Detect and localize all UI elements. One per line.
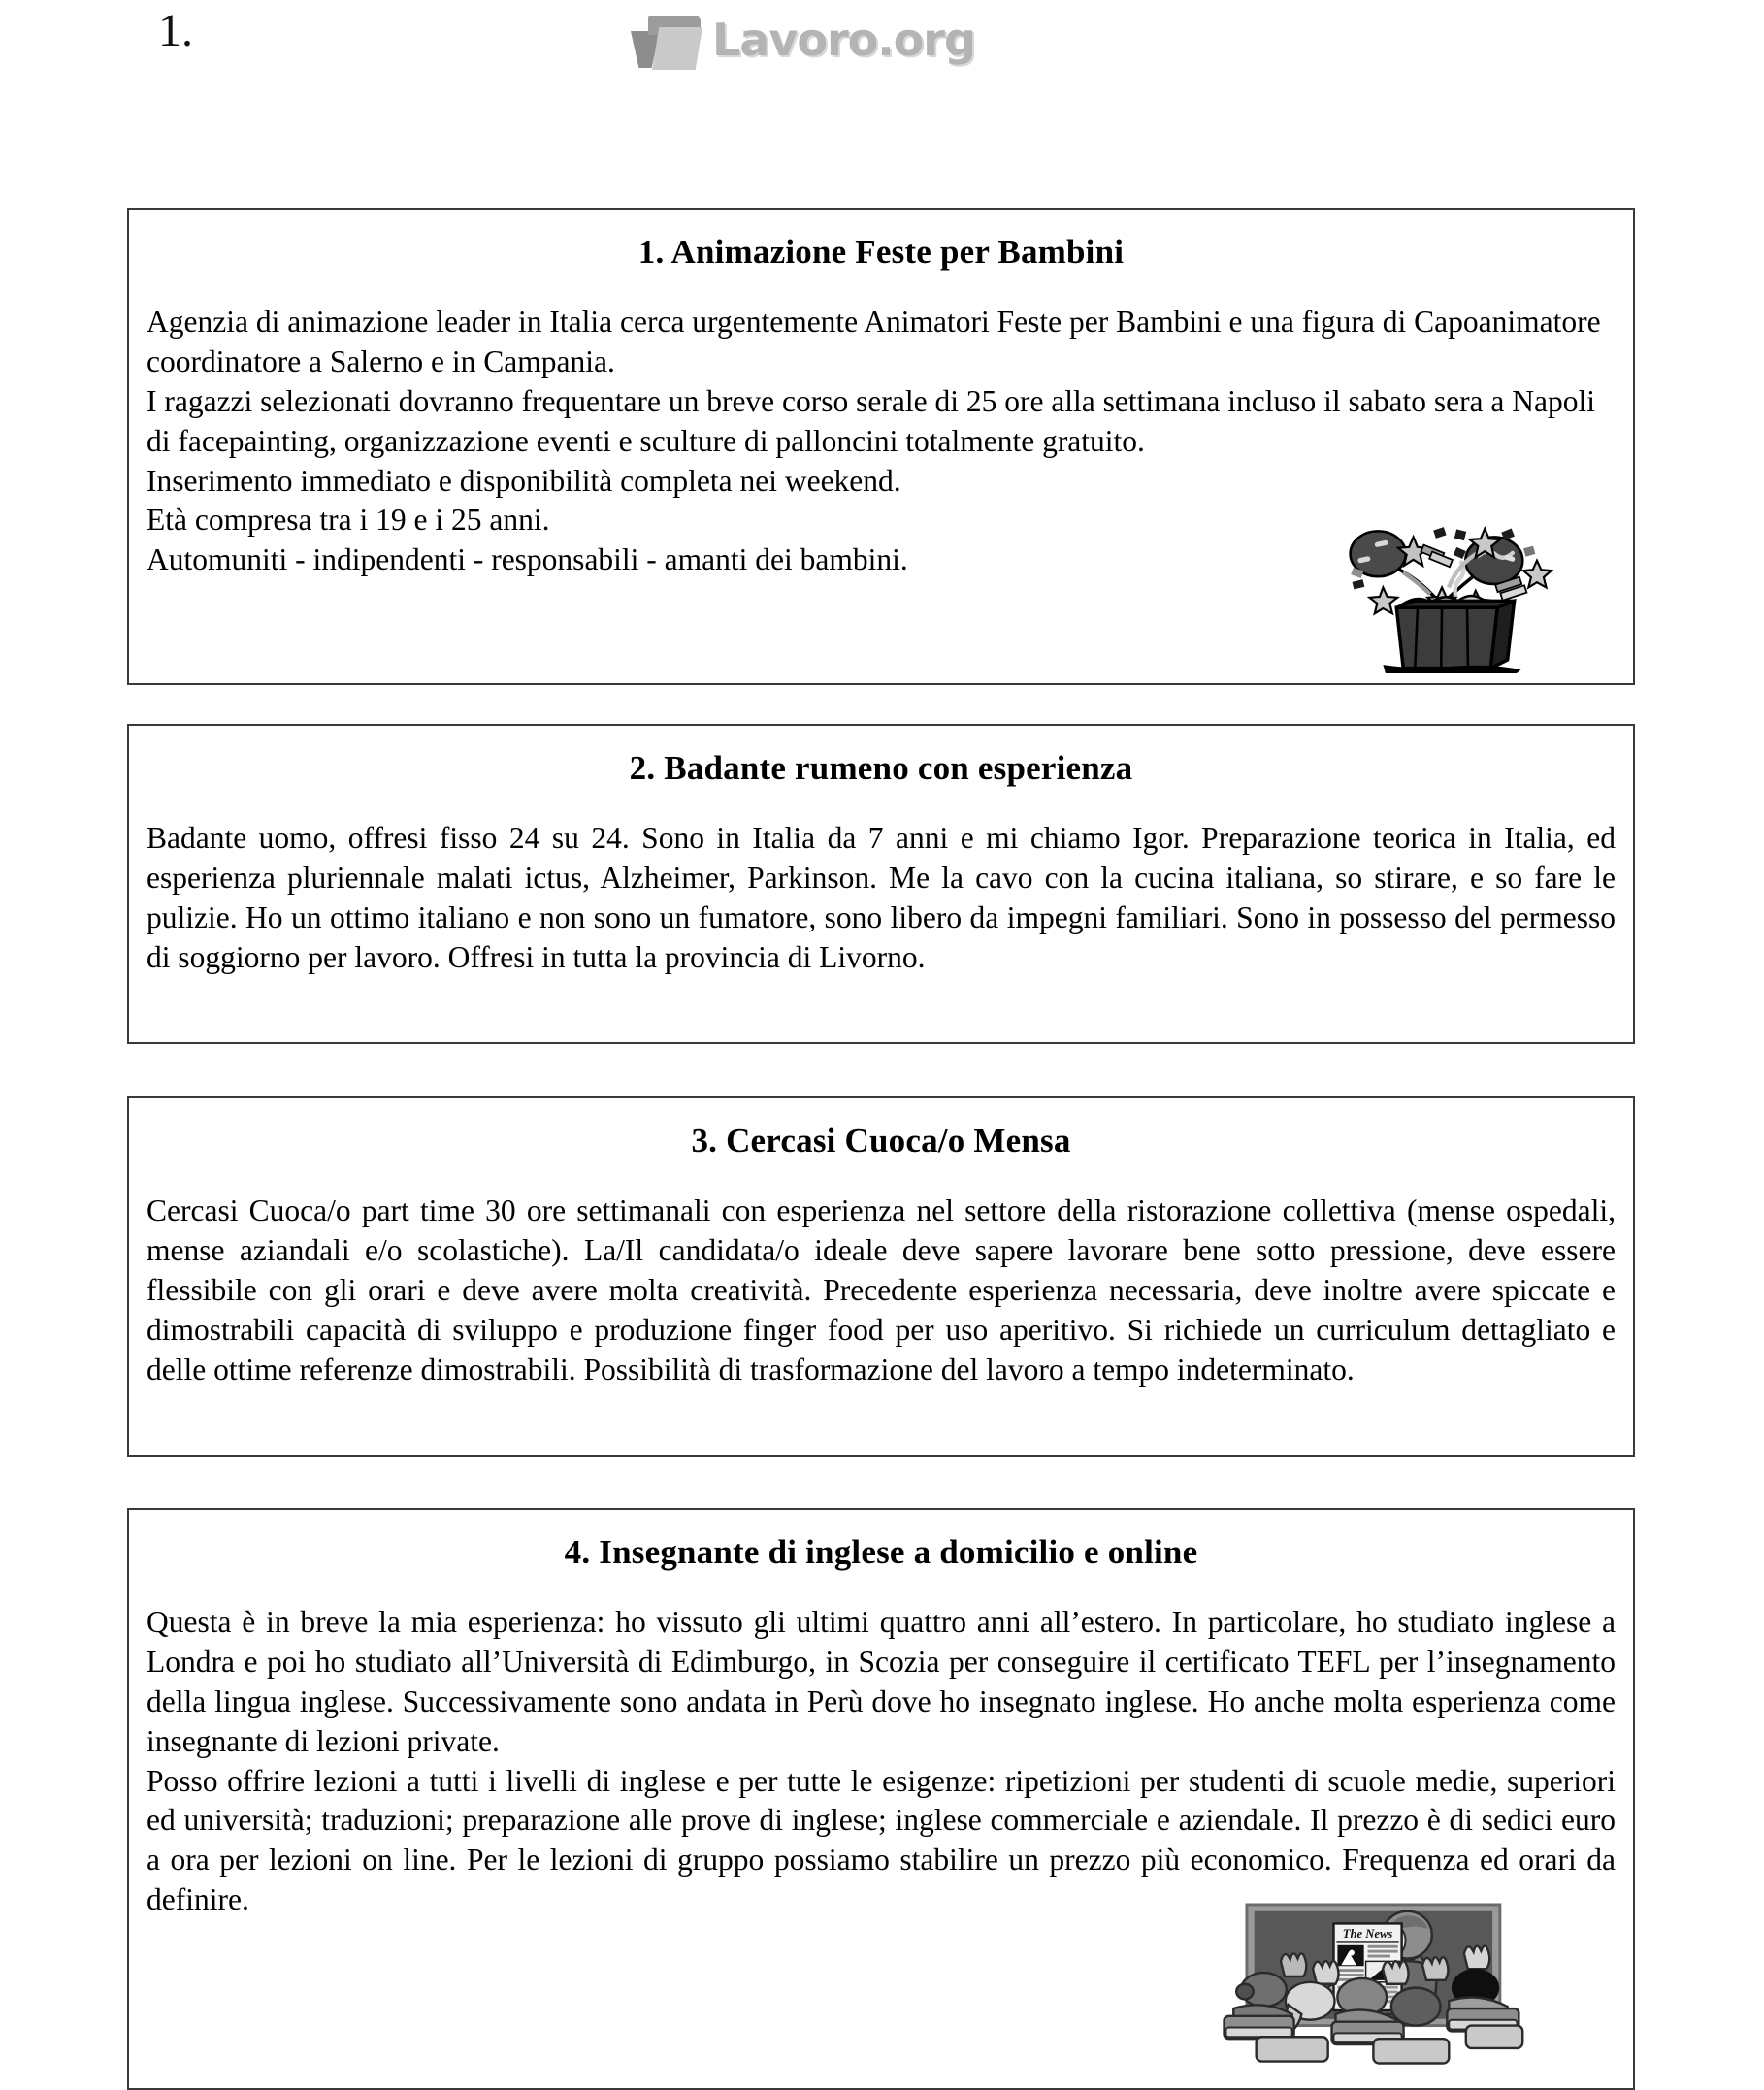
- job-listing-card[interactable]: [127, 208, 1635, 685]
- classroom-teacher-newspaper-students-image: [1218, 1903, 1557, 2082]
- job-listing-paragraph: Agenzia di animazione leader in Italia cerca urgentemente Animatori Feste per Bambini e una figura di Capoanimatore coordinatore a Salerno e in Campania.: [147, 304, 1601, 378]
- job-listing-body: [147, 1603, 1616, 1921]
- job-listing-title: 3. Cercasi Cuoca/o Mensa: [691, 1122, 1071, 1159]
- job-listing-card[interactable]: [127, 1508, 1635, 2090]
- lavoro-folder-logo-icon: [631, 12, 704, 68]
- job-listing-card[interactable]: [127, 724, 1635, 1044]
- job-listing-paragraph: Badante uomo, offresi fisso 24 su 24. Sono in Italia da 7 anni e mi chiamo Igor. Preparazione teorica in Italia, ed esperienza pluriennale malati ictus, Alzheimer, Parkinson. Me la cavo con la cucina italiana, so stirare, e so fare le pulizie. Ho un ottimo italiano e non sono un fumatore, sono libero da impegni familiari. Sono in possesso del permesso di soggiorno per lavoro. Offresi in tutta la provincia di Livorno.: [147, 820, 1616, 974]
- brand-logo: [631, 10, 975, 70]
- job-listing-card[interactable]: [127, 1096, 1635, 1457]
- job-listing-title: 1. Animazione Feste per Bambini: [637, 233, 1125, 271]
- job-listing-paragraph: Inserimento immediato e disponibilità completa nei weekend.: [147, 463, 901, 498]
- job-listing-paragraph: Posso offrire lezioni a tutti i livelli di inglese e per tutte le esigenze: ripetizioni per studenti di scuole medie, superiori ed università; traduzioni; preparazione alle prove di inglese; inglese commerciale e aziendale. Il prezzo è di sedici euro a ora per lezioni on line. Per le lezioni di gruppo possiamo stabilire un prezzo più economico. Frequenza ed orari da definire.: [147, 1763, 1616, 1917]
- job-listing-paragraph: Cercasi Cuoca/o part time 30 ore settimanali con esperienza nel settore della ristorazione collettiva (mense ospedali, mense aziandali e/o scolastiche). La/Il candidata/o ideale deve sapere lavorare bene sotto pressione, deve essere flessibile con gli orari e deve avere molta creatività. Precedente esperienza necessaria, deve inoltre avere spiccate e dimostrabili capacità di sviluppo e produzione finger food per uso aperitivo. Si richiede un curriculum dettagliato e delle ottime referenze dimostrabili. Possibilità di trasformazione del lavoro a tempo indeterminato.: [147, 1192, 1616, 1387]
- job-listing-paragraph: Automuniti - indipendenti - responsabili - amanti dei bambini.: [147, 542, 908, 577]
- job-listing-title: 4. Insegnante di inglese a domicilio e online: [564, 1533, 1198, 1571]
- job-listing-paragraph: Questa è in breve la mia esperienza: ho vissuto gli ultimi quattro anni all’estero. In particolare, ho studiato inglese a Londra e poi ho studiato all’Università di Edimburgo, in Scozia per conseguire il certificato TEFL per l’insegnamento della lingua inglese. Successivamente sono andata in Perù dove ho insegnato inglese. Ho anche molta esperienza come insegnante di lezioni private.: [147, 1604, 1616, 1758]
- gift-box-with-balloons-confetti-image: [1323, 513, 1575, 673]
- svg-text:The News: The News: [1342, 1927, 1393, 1942]
- brand-name: Lavoro.org: [712, 14, 975, 66]
- job-listing-body: [147, 1192, 1616, 1390]
- page-header: [0, 0, 1764, 83]
- job-listing-body: [147, 819, 1616, 978]
- job-listing-paragraph: I ragazzi selezionati dovranno frequentare un breve corso serale di 25 ore alla settimana incluso il sabato sera a Napoli di facepainting, organizzazione eventi e sculture di palloncini totalmente gratuito.: [147, 383, 1596, 458]
- job-listing-paragraph: Età compresa tra i 19 e i 25 anni.: [147, 503, 550, 538]
- job-listing-title: 2. Badante rumeno con esperienza: [629, 749, 1133, 787]
- page-number: 1.: [158, 5, 193, 56]
